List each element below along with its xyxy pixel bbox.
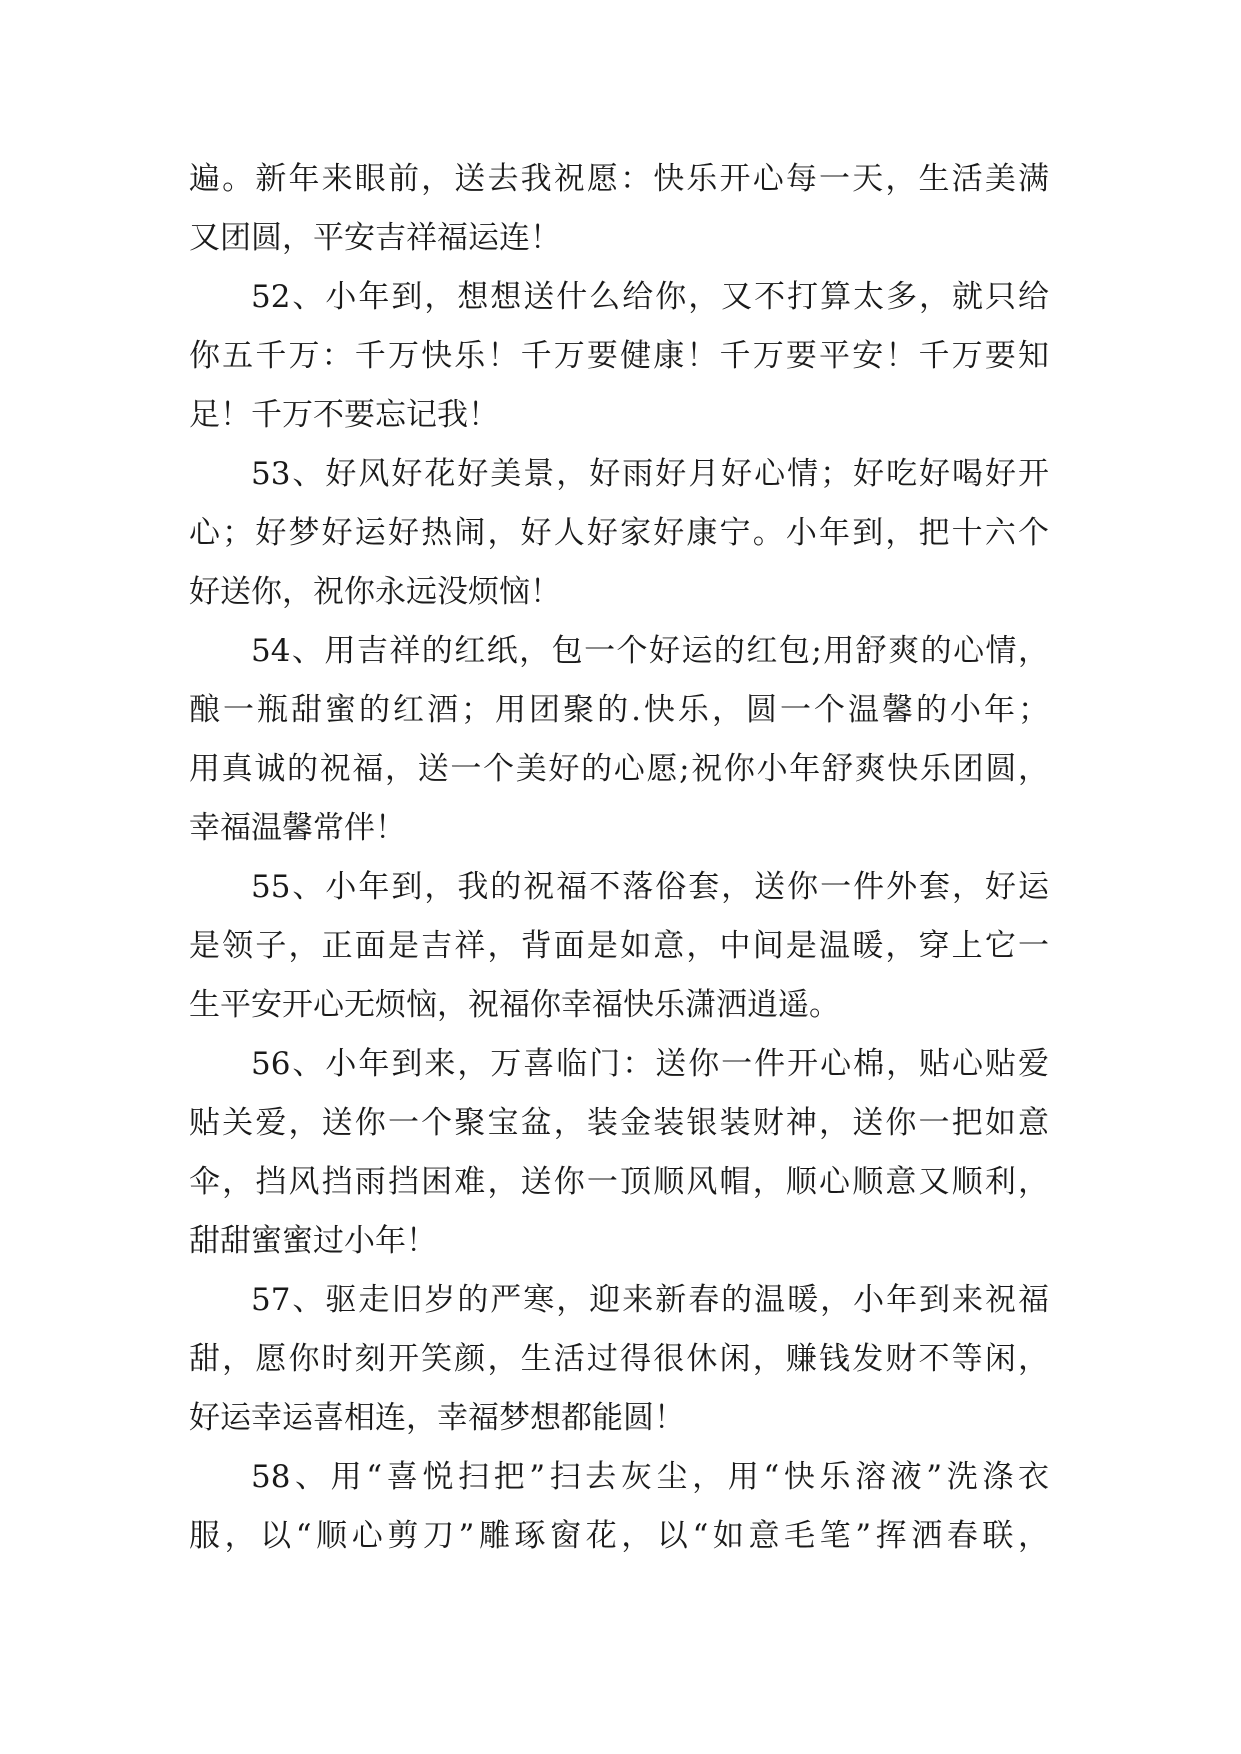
text-line: 遍。新年来眼前，送去我祝愿：快乐开心每一天，生活美满 — [189, 161, 1049, 197]
text-line: 57、驱走旧岁的严寒，迎来新春的温暖，小年到来祝福 — [251, 1282, 1049, 1318]
paragraph-57 — [189, 1271, 1049, 1448]
paragraph-52 — [189, 268, 1049, 445]
text-line: 55、小年到，我的祝福不落俗套，送你一件外套，好运 — [251, 869, 1049, 905]
text-line: 53、好风好花好美景，好雨好月好心情；好吃好喝好开 — [251, 456, 1049, 492]
text-line: 56、小年到来，万喜临门：送你一件开心棉，贴心贴爱 — [251, 1046, 1049, 1082]
text-line: 甜，愿你时刻开笑颜，生活过得很休闲，赚钱发财不等闲， — [189, 1341, 1049, 1377]
text-line: 足！千万不要忘记我！ — [189, 397, 499, 433]
text-line: 又团圆，平安吉祥福运连！ — [189, 220, 561, 256]
paragraph-53 — [189, 445, 1049, 622]
text-line: 酿一瓶甜蜜的红酒；用团聚的.快乐，圆一个温馨的小年； — [189, 692, 1049, 728]
document-body — [189, 150, 1049, 1566]
text-line: 好送你，祝你永远没烦恼！ — [189, 574, 561, 610]
text-line: 服，以“顺心剪刀”雕琢窗花，以“如意毛笔”挥洒春联， — [189, 1518, 1049, 1554]
text-line: 是领子，正面是吉祥，背面是如意，中间是温暖，穿上它一 — [189, 928, 1049, 964]
text-line: 好运幸运喜相连，幸福梦想都能圆！ — [189, 1400, 685, 1436]
paragraph-51-continued — [189, 150, 1049, 268]
paragraph-55 — [189, 858, 1049, 1035]
text-line: 心；好梦好运好热闹，好人好家好康宁。小年到，把十六个 — [189, 515, 1049, 551]
text-line: 生平安开心无烦恼，祝福你幸福快乐潇洒逍遥。 — [189, 987, 840, 1023]
paragraph-58 — [189, 1448, 1049, 1566]
paragraph-54 — [189, 622, 1049, 858]
text-line: 甜甜蜜蜜过小年！ — [189, 1223, 437, 1259]
text-line: 你五千万：千万快乐！千万要健康！千万要平安！千万要知 — [189, 338, 1049, 374]
text-line: 52、小年到，想想送什么给你，又不打算太多，就只给 — [251, 279, 1049, 315]
text-line: 54、用吉祥的红纸，包一个好运的红包;用舒爽的心情， — [251, 633, 1049, 669]
text-line: 幸福温馨常伴！ — [189, 810, 406, 846]
text-line: 贴关爱，送你一个聚宝盆，装金装银装财神，送你一把如意 — [189, 1105, 1049, 1141]
text-line: 用真诚的祝福，送一个美好的心愿;祝你小年舒爽快乐团圆， — [189, 751, 1049, 787]
paragraph-56 — [189, 1035, 1049, 1271]
text-line: 伞，挡风挡雨挡困难，送你一顶顺风帽，顺心顺意又顺利， — [189, 1164, 1049, 1200]
text-line: 58、用“喜悦扫把”扫去灰尘，用“快乐溶液”洗涤衣 — [251, 1459, 1049, 1495]
